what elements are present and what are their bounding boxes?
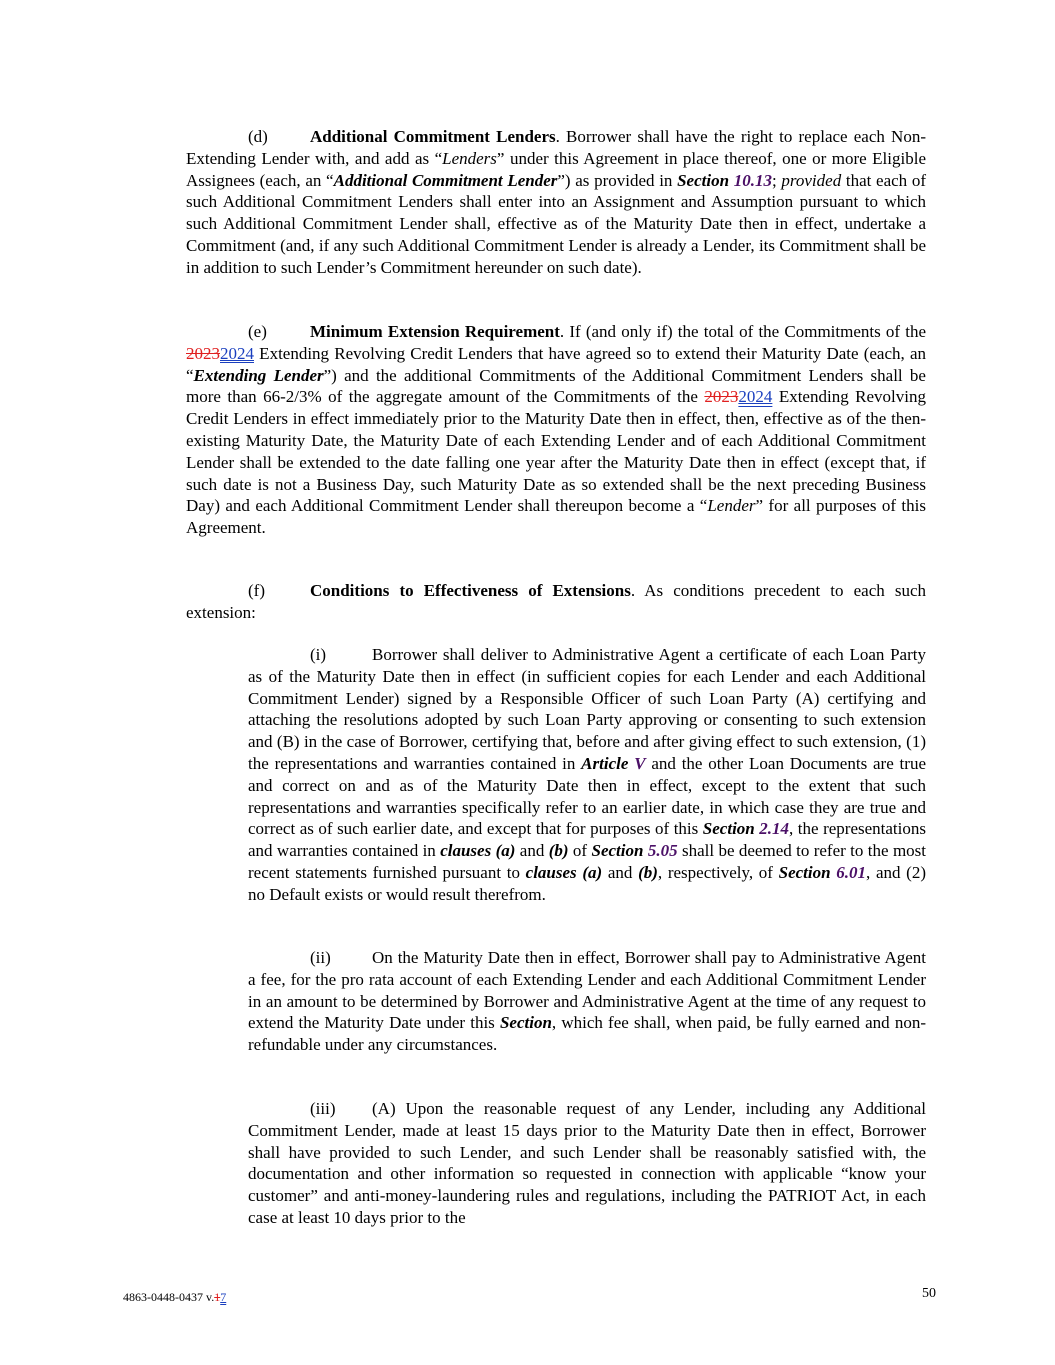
document-id-footer: 4863-0448-0437 v.17 (123, 1290, 227, 1304)
paragraph-label: (iii) (310, 1099, 336, 1118)
section-reference-link[interactable]: 2.14 (759, 819, 790, 839)
paragraph-heading: Conditions to Effectiveness of Extensions (310, 581, 631, 600)
paragraph-label: (ii) (310, 948, 331, 967)
deleted-text: 2023 (704, 387, 739, 407)
inserted-text: 7 (220, 1290, 227, 1304)
paragraph-i: (i) Borrower shall deliver to Administrative Agent a certificate of each Loan Party as of the Maturity Date then in effect (in sufficient copies for each Lender and each Additional Commitment Lender) signed by a Responsible Officer of such Loan Party (A) certifying and attaching the resolutions adopted by such Loan Party approving or consenting to such extension and (B) in the case of Borrower, certifying that, before and after giving effect to such extension, (1) the representations and warranties contained in Article V and the other Loan Documents are true and correct on and as of the Maturity Date then in effect, except to the extent that such representations and warranties specifically refer to an earlier date, in which case they are true and correct as of such earlier date, and except that for purposes of this Section 2.14, the representations and warranties contained in clauses (a) and (b) of Section 5.05 shall be deemed to refer to the most recent statements furnished pursuant to clauses (a) and (b), respectively, of Section 6.01, and (2) no Default exists or would result therefrom. (248, 645, 927, 904)
paragraph-e: (e) Minimum Extension Requirement. If (and only if) the total of the Commitments of the 20232024 Extending Revolving Credit Lenders that have agreed so to extend their Maturity Date (each, an “Extending Lender”) and the additional Commitments of the Additional Commitment Lenders shall be more than 66-2/3% of the aggregate amount of the Commitments of the 20232024 Extending Revolving Credit Lenders in effect immediately prior to the Maturity Date then in effect, then, effective as of the then-existing Maturity Date, the Maturity Date of each Extending Lender and of each Additional Commitment Lender shall be extended to the date falling one year after the Maturity Date then in effect (except that, if such date is not a Business Day, such Maturity Date as so extended shall be the next preceding Business Day) and each Additional Commitment Lender shall thereupon become a “Lender” for all purposes of this Agreement. (186, 322, 927, 538)
paragraph-heading: Minimum Extension Requirement (310, 322, 560, 341)
inserted-text: 2024 (738, 387, 773, 407)
paragraph-iii: (iii) (A) Upon the reasonable request of any Lender, including any Additional Commitment Lender, made at least 15 days prior to the Maturity Date then in effect, Borrower shall have provided to such Lender, and such Lender shall be reasonably satisfied with, the documentation and other information so requested in connection with applicable “know your customer” and anti-money-laundering rules and regulations, including the PATRIOT Act, in each case at least 10 days prior to the (248, 1099, 926, 1227)
section-reference-link[interactable]: 6.01 (836, 862, 867, 882)
defined-term: Extending Lender (193, 365, 324, 385)
paragraph-f: (f) Conditions to Effectiveness of Extensions. As conditions precedent to each such extension: (186, 581, 926, 622)
paragraph-d: (d) Additional Commitment Lenders. Borrower shall have the right to replace each Non-Extending Lender with, and add as “Lenders” under this Agreement in place thereof, one or more Eligible Assignees (each, an “Additional Commitment Lender”) as provided in Section 10.13; provided that each of such Additional Commitment Lenders shall enter into an Assignment and Assumption pursuant to which such Additional Commitment Lender shall, effective as of the Maturity Date then in effect, undertake a Commitment (and, if any such Additional Commitment Lender is already a Lender, its Commitment shall be in addition to such Lender’s Commitment hereunder on such date). (186, 127, 927, 277)
article-reference-link[interactable]: V (634, 753, 646, 773)
paragraph-ii: (ii) On the Maturity Date then in effect, Borrower shall pay to Administrative Agent a fee, for the pro rata account of each Extending Lender and each Additional Commitment Lender in an amount to be determined by Borrower and Administrative Agent at the time of any request to extend the Maturity Date under this Section, which fee shall, when paid, be fully earned and non-refundable under any circumstances. (248, 948, 926, 1055)
defined-term: Additional Commitment Lender (333, 170, 558, 190)
page-number: 50 (922, 1286, 936, 1301)
paragraph-label: (e) (248, 322, 267, 341)
deleted-text: 1 (214, 1290, 221, 1304)
deleted-text: 2023 (186, 343, 220, 363)
paragraph-heading: Additional Commitment Lenders (310, 127, 556, 146)
paragraph-label: (f) (248, 581, 265, 600)
paragraph-label: (d) (248, 127, 268, 146)
paragraph-label: (i) (310, 645, 327, 664)
section-reference-link[interactable]: 10.13 (733, 170, 772, 190)
inserted-text: 2024 (220, 343, 254, 363)
section-reference-link[interactable]: 5.05 (647, 841, 678, 861)
